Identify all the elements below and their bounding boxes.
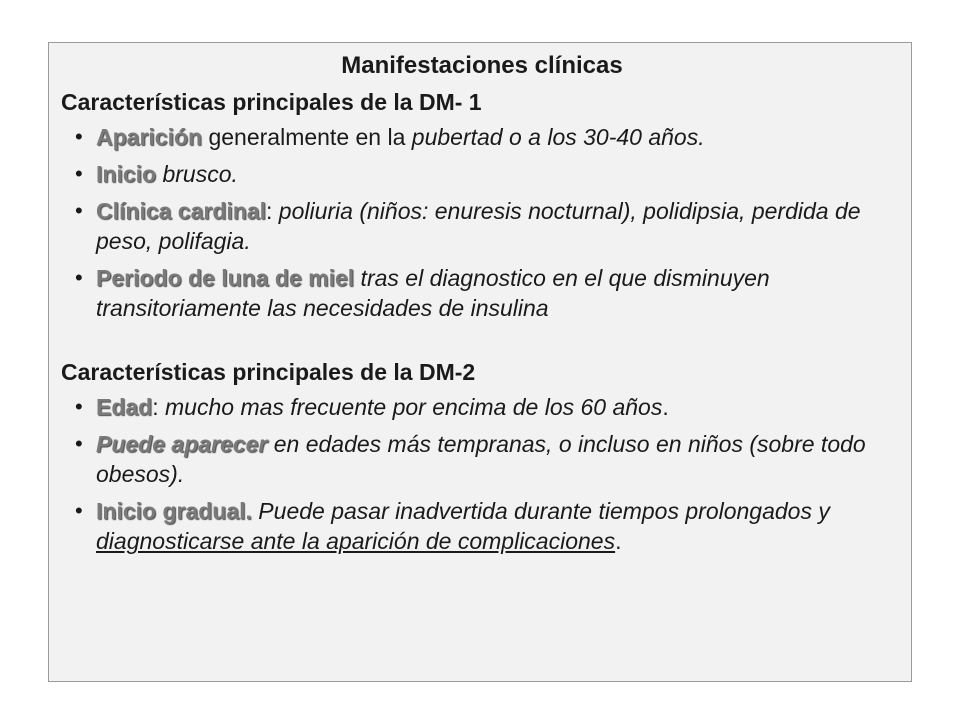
list-item [61, 496, 903, 556]
list-item [61, 263, 903, 323]
separator: : [266, 198, 279, 224]
dm2-heading: Características principales de la DM-2 [61, 359, 476, 385]
bullet-icon: • [75, 161, 83, 186]
term: Periodo de luna de miel [96, 265, 355, 291]
list-item [61, 159, 903, 189]
list-item [61, 196, 903, 256]
item-text: generalmente en la [202, 124, 412, 150]
separator: : [152, 394, 166, 420]
term: Inicio [96, 161, 157, 187]
item-text-italic: poliuria (niños: enuresis nocturnal), polidipsia, perdida de peso, polifagia. [96, 198, 861, 254]
dm2-list [61, 392, 903, 556]
term: Puede aparecer [96, 431, 268, 457]
bullet-icon: • [75, 498, 83, 523]
bullet-icon: • [75, 394, 83, 419]
item-text-italic: en edades más tempranas, o incluso en niños (sobre todo obesos). [96, 431, 866, 487]
bullet-icon: • [75, 431, 83, 456]
dm1-heading: Características principales de la DM- 1 [61, 89, 482, 115]
item-text-underlined: diagnosticarse ante la aparición de complicaciones [96, 528, 616, 554]
item-text-italic: pubertad o a los 30-40 años. [411, 124, 705, 150]
item-end: . [662, 394, 669, 420]
slide-title: Manifestaciones clínicas [341, 52, 623, 79]
slide-content [61, 51, 903, 563]
bullet-icon: • [75, 265, 83, 290]
item-end: . [615, 528, 622, 554]
term: Clínica cardinal [96, 198, 267, 224]
item-text-italic: Puede pasar inadvertida durante tiempos prolongados y [251, 498, 830, 524]
term: Inicio gradual. [96, 498, 252, 524]
term: Aparición [96, 124, 203, 150]
list-item [61, 122, 903, 152]
list-item [61, 392, 903, 422]
bullet-icon: • [75, 198, 83, 223]
list-item [61, 429, 903, 489]
item-text-italic: brusco. [156, 161, 238, 187]
item-text-italic: mucho mas frecuente por encima de los 60 años [165, 394, 663, 420]
term: Edad [96, 394, 153, 420]
dm1-list [61, 122, 903, 323]
item-text-italic: tras el diagnostico en el que disminuyen transitoriamente las necesidades de insulina [96, 265, 770, 321]
bullet-icon: • [75, 124, 83, 149]
slide-content-box [48, 42, 912, 682]
